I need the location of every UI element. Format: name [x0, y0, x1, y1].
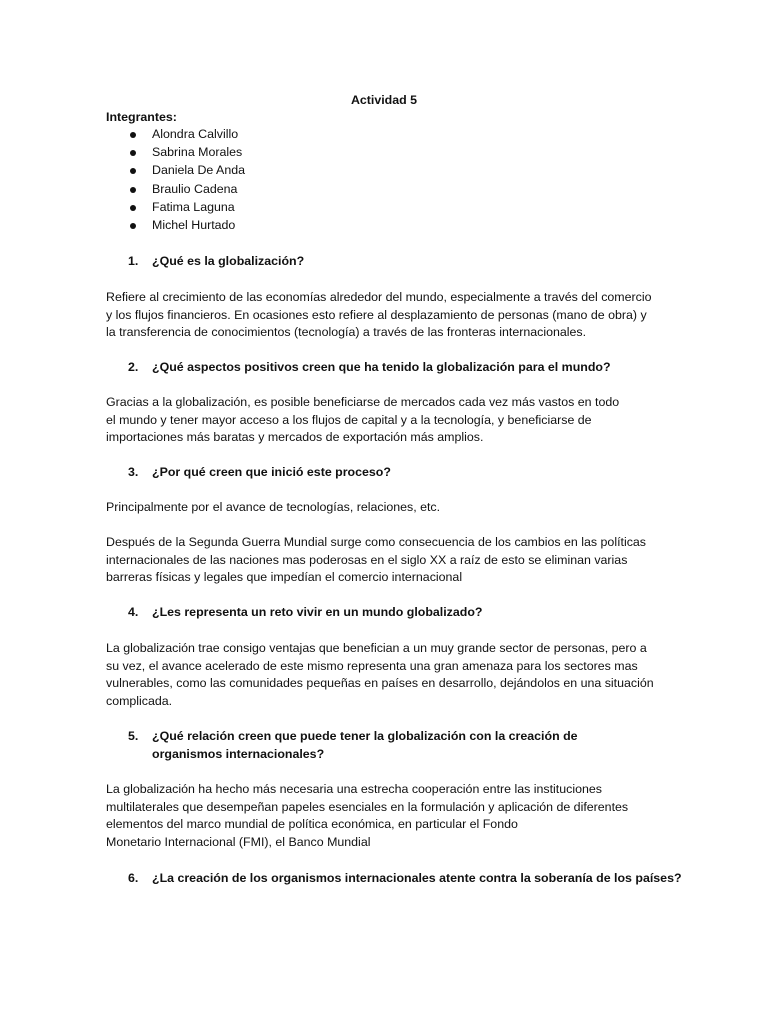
question-number: 2. — [128, 360, 139, 374]
member-item: Daniela De Anda — [106, 162, 245, 180]
question-text: ¿La creación de los organismos internacionales atente contra la soberanía de los países? — [152, 871, 682, 885]
bullet-icon — [130, 168, 136, 174]
answer-1: Refiere al crecimiento de las economías alrededor del mundo, especialmente a través del comercio y los flujos financieros. En ocasiones esto refiere al desplazamiento de personas (mano de obra) y la transferencia de conocimientos (tecnología) a través de las fronteras internacionales. — [106, 290, 652, 339]
answer-5: La globalización ha hecho más necesaria una estrecha cooperación entre las instituciones multilaterales que desempeñan papeles esenciales en la formulación y aplicación de diferentes elementos del marco mundial de política económica, en particular el Fondo Monetario Internacional (FMI), el Banco Mundial — [106, 782, 629, 849]
member-item: Sabrina Morales — [106, 144, 245, 162]
answer-4: La globalización trae consigo ventajas que benefician a un muy grande sector de personas, pero a su vez, el avance acelerado de este mismo representa una gran amenaza para los sectores mas vulnerables, como las comunidades pequeñas en países en desarrollo, dejándolos en una situación complicada. — [106, 641, 654, 708]
bullet-icon — [130, 205, 136, 211]
bullet-icon — [130, 223, 136, 229]
question-1 — [128, 253, 648, 271]
question-4 — [128, 604, 648, 622]
question-number: 1. — [128, 254, 139, 268]
question-6 — [128, 870, 688, 888]
question-text: ¿Qué relación creen que puede tener la globalización con la creación de organismos internacionales? — [152, 729, 578, 761]
answer-2: Gracias a la globalización, es posible beneficiarse de mercados cada vez más vastos en todo el mundo y tener mayor acceso a los flujos de capital y a la tecnología, y beneficiarse de importaciones más baratas y mercados de exportación más amplios. — [106, 395, 620, 444]
member-item: Michel Hurtado — [106, 217, 245, 235]
member-item: Braulio Cadena — [106, 181, 245, 199]
members-list — [106, 126, 245, 235]
member-item: Alondra Calvillo — [106, 126, 245, 144]
question-text: ¿Les representa un reto vivir en un mundo globalizado? — [152, 605, 483, 619]
answer-3b: Después de la Segunda Guerra Mundial surge como consecuencia de los cambios en las políticas internacionales de las naciones mas poderosas en el siglo XX a raíz de esto se eliminan varias barreras físicas y legales que impedían el comercio internacional — [106, 535, 646, 584]
question-text: ¿Por qué creen que inició este proceso? — [152, 465, 391, 479]
answer-3a: Principalmente por el avance de tecnologías, relaciones, etc. — [106, 500, 441, 514]
document-title: Actividad 5 — [350, 93, 418, 107]
question-number: 3. — [128, 465, 139, 479]
question-2 — [128, 359, 648, 377]
member-item: Fatima Laguna — [106, 199, 245, 217]
question-number: 5. — [128, 729, 139, 743]
question-number: 6. — [128, 871, 139, 885]
bullet-icon — [130, 150, 136, 156]
bullet-icon — [130, 187, 136, 193]
bullet-icon — [130, 132, 136, 138]
members-label: Integrantes: — [106, 110, 177, 124]
question-text: ¿Qué aspectos positivos creen que ha tenido la globalización para el mundo? — [152, 360, 611, 374]
question-number: 4. — [128, 605, 139, 619]
question-5 — [128, 728, 648, 763]
question-text: ¿Qué es la globalización? — [152, 254, 305, 268]
question-3 — [128, 464, 648, 482]
